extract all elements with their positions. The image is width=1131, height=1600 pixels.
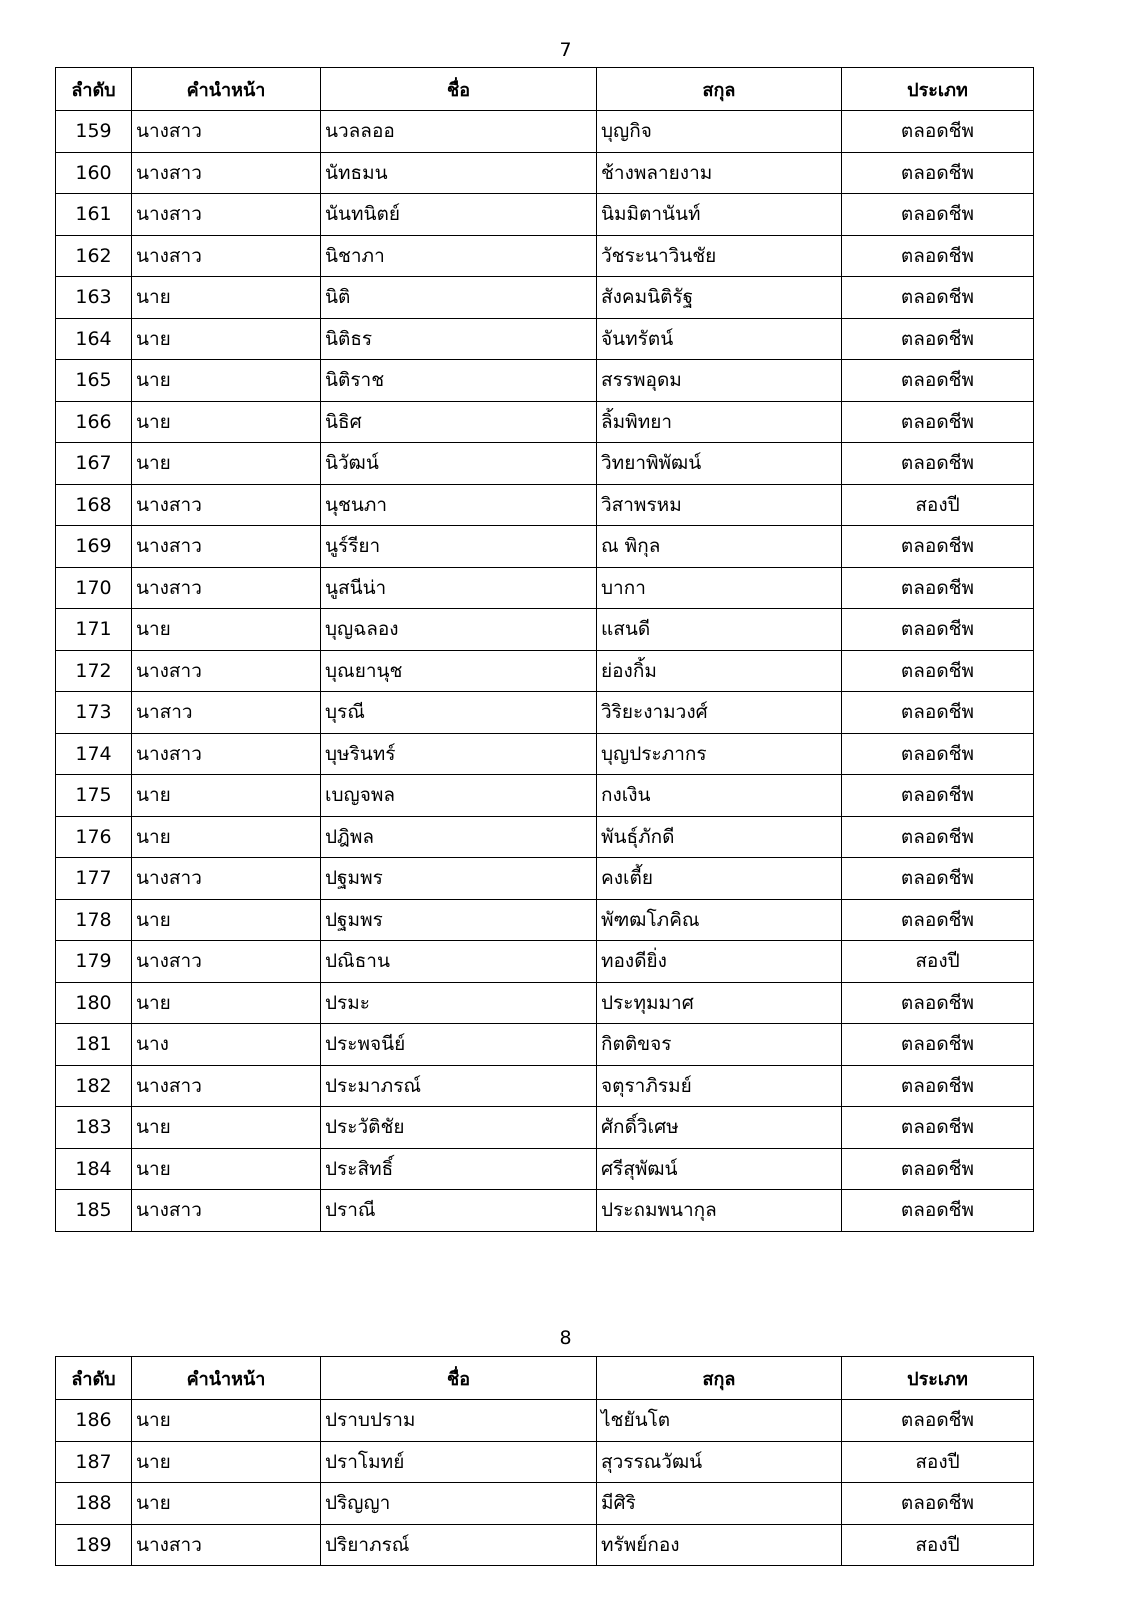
cell-first-name: ปริยาภรณ์ bbox=[321, 1524, 597, 1566]
cell-no: 166 bbox=[56, 401, 132, 443]
cell-prefix: นาย bbox=[132, 1400, 321, 1442]
cell-no: 184 bbox=[56, 1148, 132, 1190]
cell-prefix: นาย bbox=[132, 277, 321, 319]
cell-no: 187 bbox=[56, 1441, 132, 1483]
cell-last-name: ทองดียิ่ง bbox=[597, 941, 842, 983]
cell-prefix: นาย bbox=[132, 1107, 321, 1149]
table-row bbox=[56, 816, 1034, 858]
cell-type: ตลอดชีพ bbox=[842, 1190, 1034, 1232]
cell-type: ตลอดชีพ bbox=[842, 443, 1034, 485]
cell-first-name: ปฎิพล bbox=[321, 816, 597, 858]
table-row bbox=[56, 484, 1034, 526]
cell-last-name: จตุราภิรมย์ bbox=[597, 1065, 842, 1107]
cell-no: 173 bbox=[56, 692, 132, 734]
cell-prefix: นางสาว bbox=[132, 152, 321, 194]
table-row bbox=[56, 692, 1034, 734]
cell-first-name: ประวัติชัย bbox=[321, 1107, 597, 1149]
cell-prefix: นาย bbox=[132, 443, 321, 485]
cell-type: สองปี bbox=[842, 941, 1034, 983]
cell-type: ตลอดชีพ bbox=[842, 152, 1034, 194]
cell-prefix: นาย bbox=[132, 609, 321, 651]
cell-type: ตลอดชีพ bbox=[842, 775, 1034, 817]
cell-last-name: วิริยะงามวงศ์ bbox=[597, 692, 842, 734]
cell-prefix: นางสาว bbox=[132, 526, 321, 568]
cell-no: 179 bbox=[56, 941, 132, 983]
cell-type: ตลอดชีพ bbox=[842, 318, 1034, 360]
cell-no: 170 bbox=[56, 567, 132, 609]
table-row bbox=[56, 1107, 1034, 1149]
cell-prefix: นางสาว bbox=[132, 484, 321, 526]
cell-first-name: บุรณี bbox=[321, 692, 597, 734]
table-row bbox=[56, 277, 1034, 319]
cell-prefix: นาย bbox=[132, 775, 321, 817]
cell-last-name: สุวรรณวัฒน์ bbox=[597, 1441, 842, 1483]
table-row bbox=[56, 733, 1034, 775]
cell-first-name: บุษรินทร์ bbox=[321, 733, 597, 775]
table-row bbox=[56, 360, 1034, 402]
cell-no: 165 bbox=[56, 360, 132, 402]
cell-prefix: นางสาว bbox=[132, 650, 321, 692]
cell-prefix: นางสาว bbox=[132, 1524, 321, 1566]
cell-prefix: นางสาว bbox=[132, 111, 321, 153]
cell-first-name: ปณิธาน bbox=[321, 941, 597, 983]
cell-prefix: นาย bbox=[132, 982, 321, 1024]
header-first-name: ชื่อ bbox=[321, 68, 597, 111]
cell-no: 188 bbox=[56, 1483, 132, 1525]
cell-no: 181 bbox=[56, 1024, 132, 1066]
cell-type: ตลอดชีพ bbox=[842, 277, 1034, 319]
cell-first-name: ปฐมพร bbox=[321, 899, 597, 941]
cell-no: 168 bbox=[56, 484, 132, 526]
cell-no: 159 bbox=[56, 111, 132, 153]
cell-first-name: นัทธมน bbox=[321, 152, 597, 194]
table-row bbox=[56, 858, 1034, 900]
cell-first-name: นูร์รียา bbox=[321, 526, 597, 568]
cell-no: 189 bbox=[56, 1524, 132, 1566]
cell-first-name: นิติธร bbox=[321, 318, 597, 360]
cell-last-name: แสนดี bbox=[597, 609, 842, 651]
cell-last-name: ทรัพย์กอง bbox=[597, 1524, 842, 1566]
cell-first-name: นิวัฒน์ bbox=[321, 443, 597, 485]
cell-last-name: คงเตี้ย bbox=[597, 858, 842, 900]
table-row bbox=[56, 1441, 1034, 1483]
page-number: 8 bbox=[559, 1327, 572, 1349]
cell-no: 169 bbox=[56, 526, 132, 568]
header-type: ประเภท bbox=[842, 1357, 1034, 1400]
cell-no: 176 bbox=[56, 816, 132, 858]
cell-last-name: ศรีสุพัฒน์ bbox=[597, 1148, 842, 1190]
page-number: 7 bbox=[559, 39, 572, 61]
table-row bbox=[56, 1065, 1034, 1107]
cell-type: ตลอดชีพ bbox=[842, 401, 1034, 443]
cell-prefix: นางสาว bbox=[132, 1190, 321, 1232]
cell-type: ตลอดชีพ bbox=[842, 1107, 1034, 1149]
cell-first-name: ประสิทธิ์ bbox=[321, 1148, 597, 1190]
cell-type: ตลอดชีพ bbox=[842, 111, 1034, 153]
cell-last-name: วัชระนาวินชัย bbox=[597, 235, 842, 277]
cell-last-name: ไชยันโต bbox=[597, 1400, 842, 1442]
cell-first-name: นันทนิตย์ bbox=[321, 194, 597, 236]
table-row bbox=[56, 526, 1034, 568]
cell-no: 171 bbox=[56, 609, 132, 651]
cell-type: ตลอดชีพ bbox=[842, 899, 1034, 941]
header-no: ลำดับ bbox=[56, 68, 132, 111]
cell-first-name: ปรมะ bbox=[321, 982, 597, 1024]
cell-no: 160 bbox=[56, 152, 132, 194]
cell-type: ตลอดชีพ bbox=[842, 858, 1034, 900]
cell-prefix: นาย bbox=[132, 1441, 321, 1483]
cell-prefix: นางสาว bbox=[132, 733, 321, 775]
cell-no: 177 bbox=[56, 858, 132, 900]
cell-first-name: นิชาภา bbox=[321, 235, 597, 277]
table-row bbox=[56, 567, 1034, 609]
cell-first-name: ปริญญา bbox=[321, 1483, 597, 1525]
member-table bbox=[55, 67, 1034, 1232]
cell-last-name: สรรพอุดม bbox=[597, 360, 842, 402]
cell-last-name: นิมมิตานันท์ bbox=[597, 194, 842, 236]
cell-prefix: นาย bbox=[132, 401, 321, 443]
table-row bbox=[56, 982, 1034, 1024]
cell-type: สองปี bbox=[842, 1441, 1034, 1483]
cell-no: 172 bbox=[56, 650, 132, 692]
header-last-name: สกุล bbox=[597, 68, 842, 111]
table-row bbox=[56, 152, 1034, 194]
cell-first-name: ปฐมพร bbox=[321, 858, 597, 900]
cell-no: 167 bbox=[56, 443, 132, 485]
cell-first-name: ประมาภรณ์ bbox=[321, 1065, 597, 1107]
cell-type: ตลอดชีพ bbox=[842, 1065, 1034, 1107]
table-row bbox=[56, 609, 1034, 651]
table-row bbox=[56, 235, 1034, 277]
cell-last-name: ช้างพลายงาม bbox=[597, 152, 842, 194]
cell-type: ตลอดชีพ bbox=[842, 1400, 1034, 1442]
cell-prefix: นาย bbox=[132, 1148, 321, 1190]
cell-prefix: นาย bbox=[132, 360, 321, 402]
cell-no: 183 bbox=[56, 1107, 132, 1149]
cell-first-name: บุญฉลอง bbox=[321, 609, 597, 651]
header-prefix: คำนำหน้า bbox=[132, 68, 321, 111]
table-row bbox=[56, 1483, 1034, 1525]
cell-type: ตลอดชีพ bbox=[842, 733, 1034, 775]
cell-type: ตลอดชีพ bbox=[842, 235, 1034, 277]
cell-type: ตลอดชีพ bbox=[842, 360, 1034, 402]
cell-first-name: นิติ bbox=[321, 277, 597, 319]
cell-prefix: นาง bbox=[132, 1024, 321, 1066]
table-row bbox=[56, 1190, 1034, 1232]
table-row bbox=[56, 941, 1034, 983]
cell-last-name: ประทุมมาศ bbox=[597, 982, 842, 1024]
cell-type: ตลอดชีพ bbox=[842, 1483, 1034, 1525]
table-row bbox=[56, 111, 1034, 153]
cell-last-name: ลิ้มพิทยา bbox=[597, 401, 842, 443]
cell-no: 185 bbox=[56, 1190, 132, 1232]
cell-no: 161 bbox=[56, 194, 132, 236]
cell-last-name: ณ พิกุล bbox=[597, 526, 842, 568]
cell-first-name: นวลลออ bbox=[321, 111, 597, 153]
cell-no: 182 bbox=[56, 1065, 132, 1107]
cell-no: 163 bbox=[56, 277, 132, 319]
table-row bbox=[56, 318, 1034, 360]
cell-first-name: ปราโมทย์ bbox=[321, 1441, 597, 1483]
cell-type: ตลอดชีพ bbox=[842, 609, 1034, 651]
member-table bbox=[55, 1356, 1034, 1566]
cell-last-name: บากา bbox=[597, 567, 842, 609]
table-row bbox=[56, 1024, 1034, 1066]
cell-type: สองปี bbox=[842, 1524, 1034, 1566]
cell-prefix: นาสาว bbox=[132, 692, 321, 734]
cell-prefix: นาย bbox=[132, 816, 321, 858]
cell-last-name: ประถมพนากุล bbox=[597, 1190, 842, 1232]
cell-first-name: เบญจพล bbox=[321, 775, 597, 817]
cell-last-name: ย่องกิ้ม bbox=[597, 650, 842, 692]
cell-no: 178 bbox=[56, 899, 132, 941]
cell-first-name: ปราณี bbox=[321, 1190, 597, 1232]
header-last-name: สกุล bbox=[597, 1357, 842, 1400]
table-row bbox=[56, 194, 1034, 236]
cell-type: ตลอดชีพ bbox=[842, 526, 1034, 568]
cell-no: 164 bbox=[56, 318, 132, 360]
cell-last-name: พัฑฒโภคิณ bbox=[597, 899, 842, 941]
cell-first-name: บุณยานุช bbox=[321, 650, 597, 692]
table-header-row bbox=[56, 1357, 1034, 1400]
cell-prefix: นาย bbox=[132, 1483, 321, 1525]
cell-last-name: พันธุ์ภักดี bbox=[597, 816, 842, 858]
table-row bbox=[56, 1148, 1034, 1190]
table-row bbox=[56, 650, 1034, 692]
cell-first-name: ปราบปราม bbox=[321, 1400, 597, 1442]
cell-first-name: นูสนีน่า bbox=[321, 567, 597, 609]
header-first-name: ชื่อ bbox=[321, 1357, 597, 1400]
cell-type: ตลอดชีพ bbox=[842, 194, 1034, 236]
cell-type: ตลอดชีพ bbox=[842, 692, 1034, 734]
cell-no: 180 bbox=[56, 982, 132, 1024]
table-row bbox=[56, 1524, 1034, 1566]
cell-last-name: จันทรัตน์ bbox=[597, 318, 842, 360]
cell-last-name: วิทยาพิพัฒน์ bbox=[597, 443, 842, 485]
cell-prefix: นางสาว bbox=[132, 194, 321, 236]
cell-last-name: ศักดิ์วิเศษ bbox=[597, 1107, 842, 1149]
table-row bbox=[56, 1400, 1034, 1442]
cell-no: 186 bbox=[56, 1400, 132, 1442]
table-row bbox=[56, 775, 1034, 817]
cell-first-name: ประพจนีย์ bbox=[321, 1024, 597, 1066]
table-row bbox=[56, 401, 1034, 443]
cell-last-name: บุญกิจ bbox=[597, 111, 842, 153]
cell-prefix: นางสาว bbox=[132, 858, 321, 900]
cell-type: ตลอดชีพ bbox=[842, 1148, 1034, 1190]
header-prefix: คำนำหน้า bbox=[132, 1357, 321, 1400]
header-type: ประเภท bbox=[842, 68, 1034, 111]
cell-last-name: กิตติขจร bbox=[597, 1024, 842, 1066]
cell-type: ตลอดชีพ bbox=[842, 650, 1034, 692]
cell-last-name: มีศิริ bbox=[597, 1483, 842, 1525]
cell-prefix: นางสาว bbox=[132, 1065, 321, 1107]
cell-last-name: บุญประภากร bbox=[597, 733, 842, 775]
cell-prefix: นาย bbox=[132, 899, 321, 941]
table-header-row bbox=[56, 68, 1034, 111]
cell-type: ตลอดชีพ bbox=[842, 567, 1034, 609]
cell-prefix: นางสาว bbox=[132, 567, 321, 609]
cell-type: ตลอดชีพ bbox=[842, 982, 1034, 1024]
cell-last-name: สังคมนิติรัฐ bbox=[597, 277, 842, 319]
header-no: ลำดับ bbox=[56, 1357, 132, 1400]
cell-first-name: นิติราช bbox=[321, 360, 597, 402]
cell-prefix: นาย bbox=[132, 318, 321, 360]
cell-last-name: วิสาพรหม bbox=[597, 484, 842, 526]
cell-prefix: นางสาว bbox=[132, 235, 321, 277]
cell-no: 174 bbox=[56, 733, 132, 775]
table-row bbox=[56, 899, 1034, 941]
cell-first-name: นิธิศ bbox=[321, 401, 597, 443]
cell-type: ตลอดชีพ bbox=[842, 816, 1034, 858]
cell-prefix: นางสาว bbox=[132, 941, 321, 983]
cell-last-name: กงเงิน bbox=[597, 775, 842, 817]
cell-type: ตลอดชีพ bbox=[842, 1024, 1034, 1066]
cell-type: สองปี bbox=[842, 484, 1034, 526]
table-row bbox=[56, 443, 1034, 485]
cell-no: 175 bbox=[56, 775, 132, 817]
cell-first-name: นุชนภา bbox=[321, 484, 597, 526]
cell-no: 162 bbox=[56, 235, 132, 277]
